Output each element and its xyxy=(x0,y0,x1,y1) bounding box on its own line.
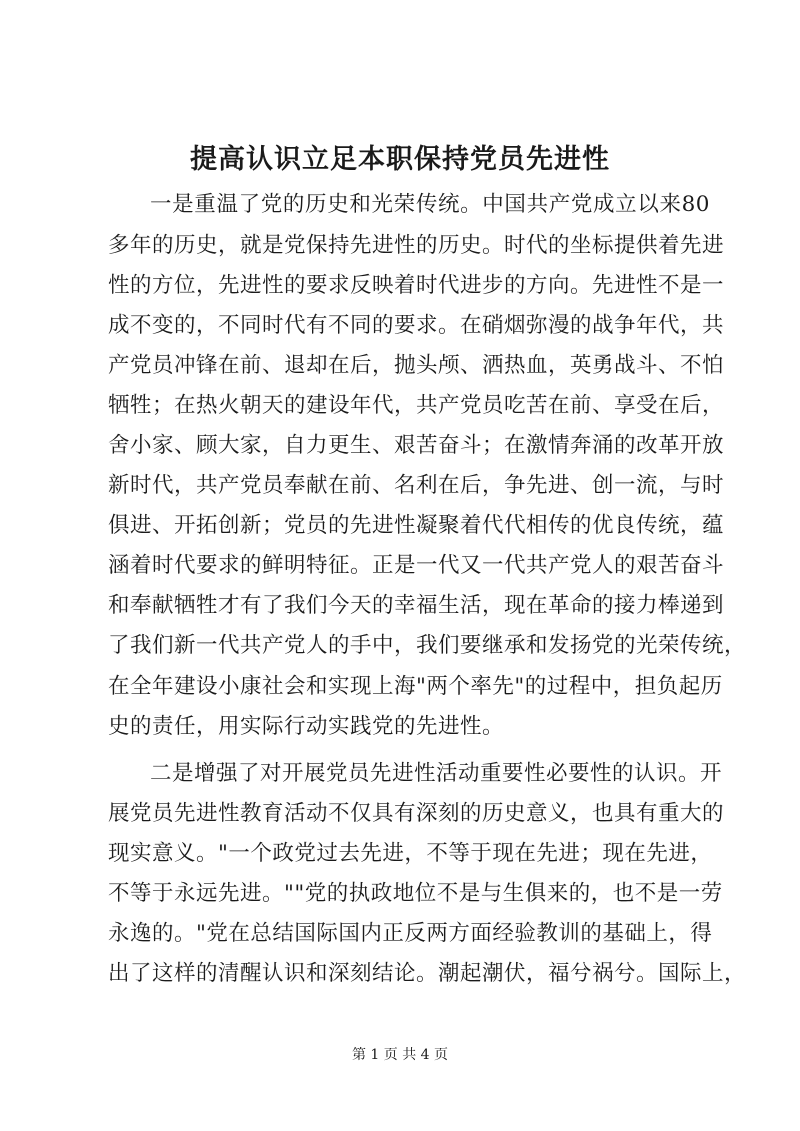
paragraph-line: 涵着时代要求的鲜明特征。正是一代又一代共产党人的艰苦奋斗 xyxy=(108,553,725,578)
paragraph-line: 和奉献牺牲才有了我们今天的幸福生活，现在革命的接力棒递到 xyxy=(108,593,725,618)
page-footer: 第 1 页 共 4 页 xyxy=(351,1047,449,1063)
paragraph-line: 成不变的，不同时代有不同的要求。在硝烟弥漫的战争年代，共 xyxy=(108,313,725,338)
paragraph-line: 现实意义。"一个政党过去先进，不等于现在先进；现在先进， xyxy=(108,841,713,866)
paragraph-line: 性的方位，先进性的要求反映着时代进步的方向。先进性不是一 xyxy=(108,273,725,298)
paragraph-line: 产党员冲锋在前、退却在后，抛头颅、洒热血，英勇战斗、不怕 xyxy=(108,353,725,378)
paragraph-line: 不等于永远先进。""党的执政地位不是与生俱来的，也不是一劳 xyxy=(108,881,723,906)
paragraph-line: 一是重温了党的历史和光荣传统。中国共产党成立以来80 xyxy=(150,192,710,217)
paragraph-line: 史的责任，用实际行动实践党的先进性。 xyxy=(108,714,505,739)
paragraph-line: 新时代，共产党员奉献在前、名利在后，争先进、创一流，与时 xyxy=(108,473,725,498)
paragraph-line: 展党员先进性教育活动不仅具有深刻的历史意义，也具有重大的 xyxy=(108,801,725,826)
paragraph-line: 舍小家、顾大家，自力更生、艰苦奋斗；在激情奔涌的改革开放 xyxy=(108,433,725,458)
paragraph-line: 多年的历史，就是党保持先进性的历史。时代的坐标提供着先进 xyxy=(108,233,725,258)
paragraph-line: 出了这样的清醒认识和深刻结论。潮起潮伏，福兮祸兮。国际上， xyxy=(108,961,747,986)
paragraph-line: 永逸的。"党在总结国际国内正反两方面经验教训的基础上，得 xyxy=(108,921,713,946)
paragraph-line: 二是增强了对开展党员先进性活动重要性必要性的认识。开 xyxy=(150,761,723,786)
paragraph-line: 在全年建设小康社会和实现上海"两个率先"的过程中，担负起历 xyxy=(108,674,723,699)
paragraph-line: 俱进、开拓创新；党员的先进性凝聚着代代相传的优良传统，蕴 xyxy=(108,513,725,538)
paragraph-line: 了我们新一代共产党人的手中，我们要继承和发扬党的光荣传统， xyxy=(108,633,747,658)
paragraph-line: 牺牲；在热火朝天的建设年代，共产党员吃苦在前、享受在后， xyxy=(108,393,725,418)
document-title: 提高认识立足本职保持党员先进性 xyxy=(190,144,610,175)
